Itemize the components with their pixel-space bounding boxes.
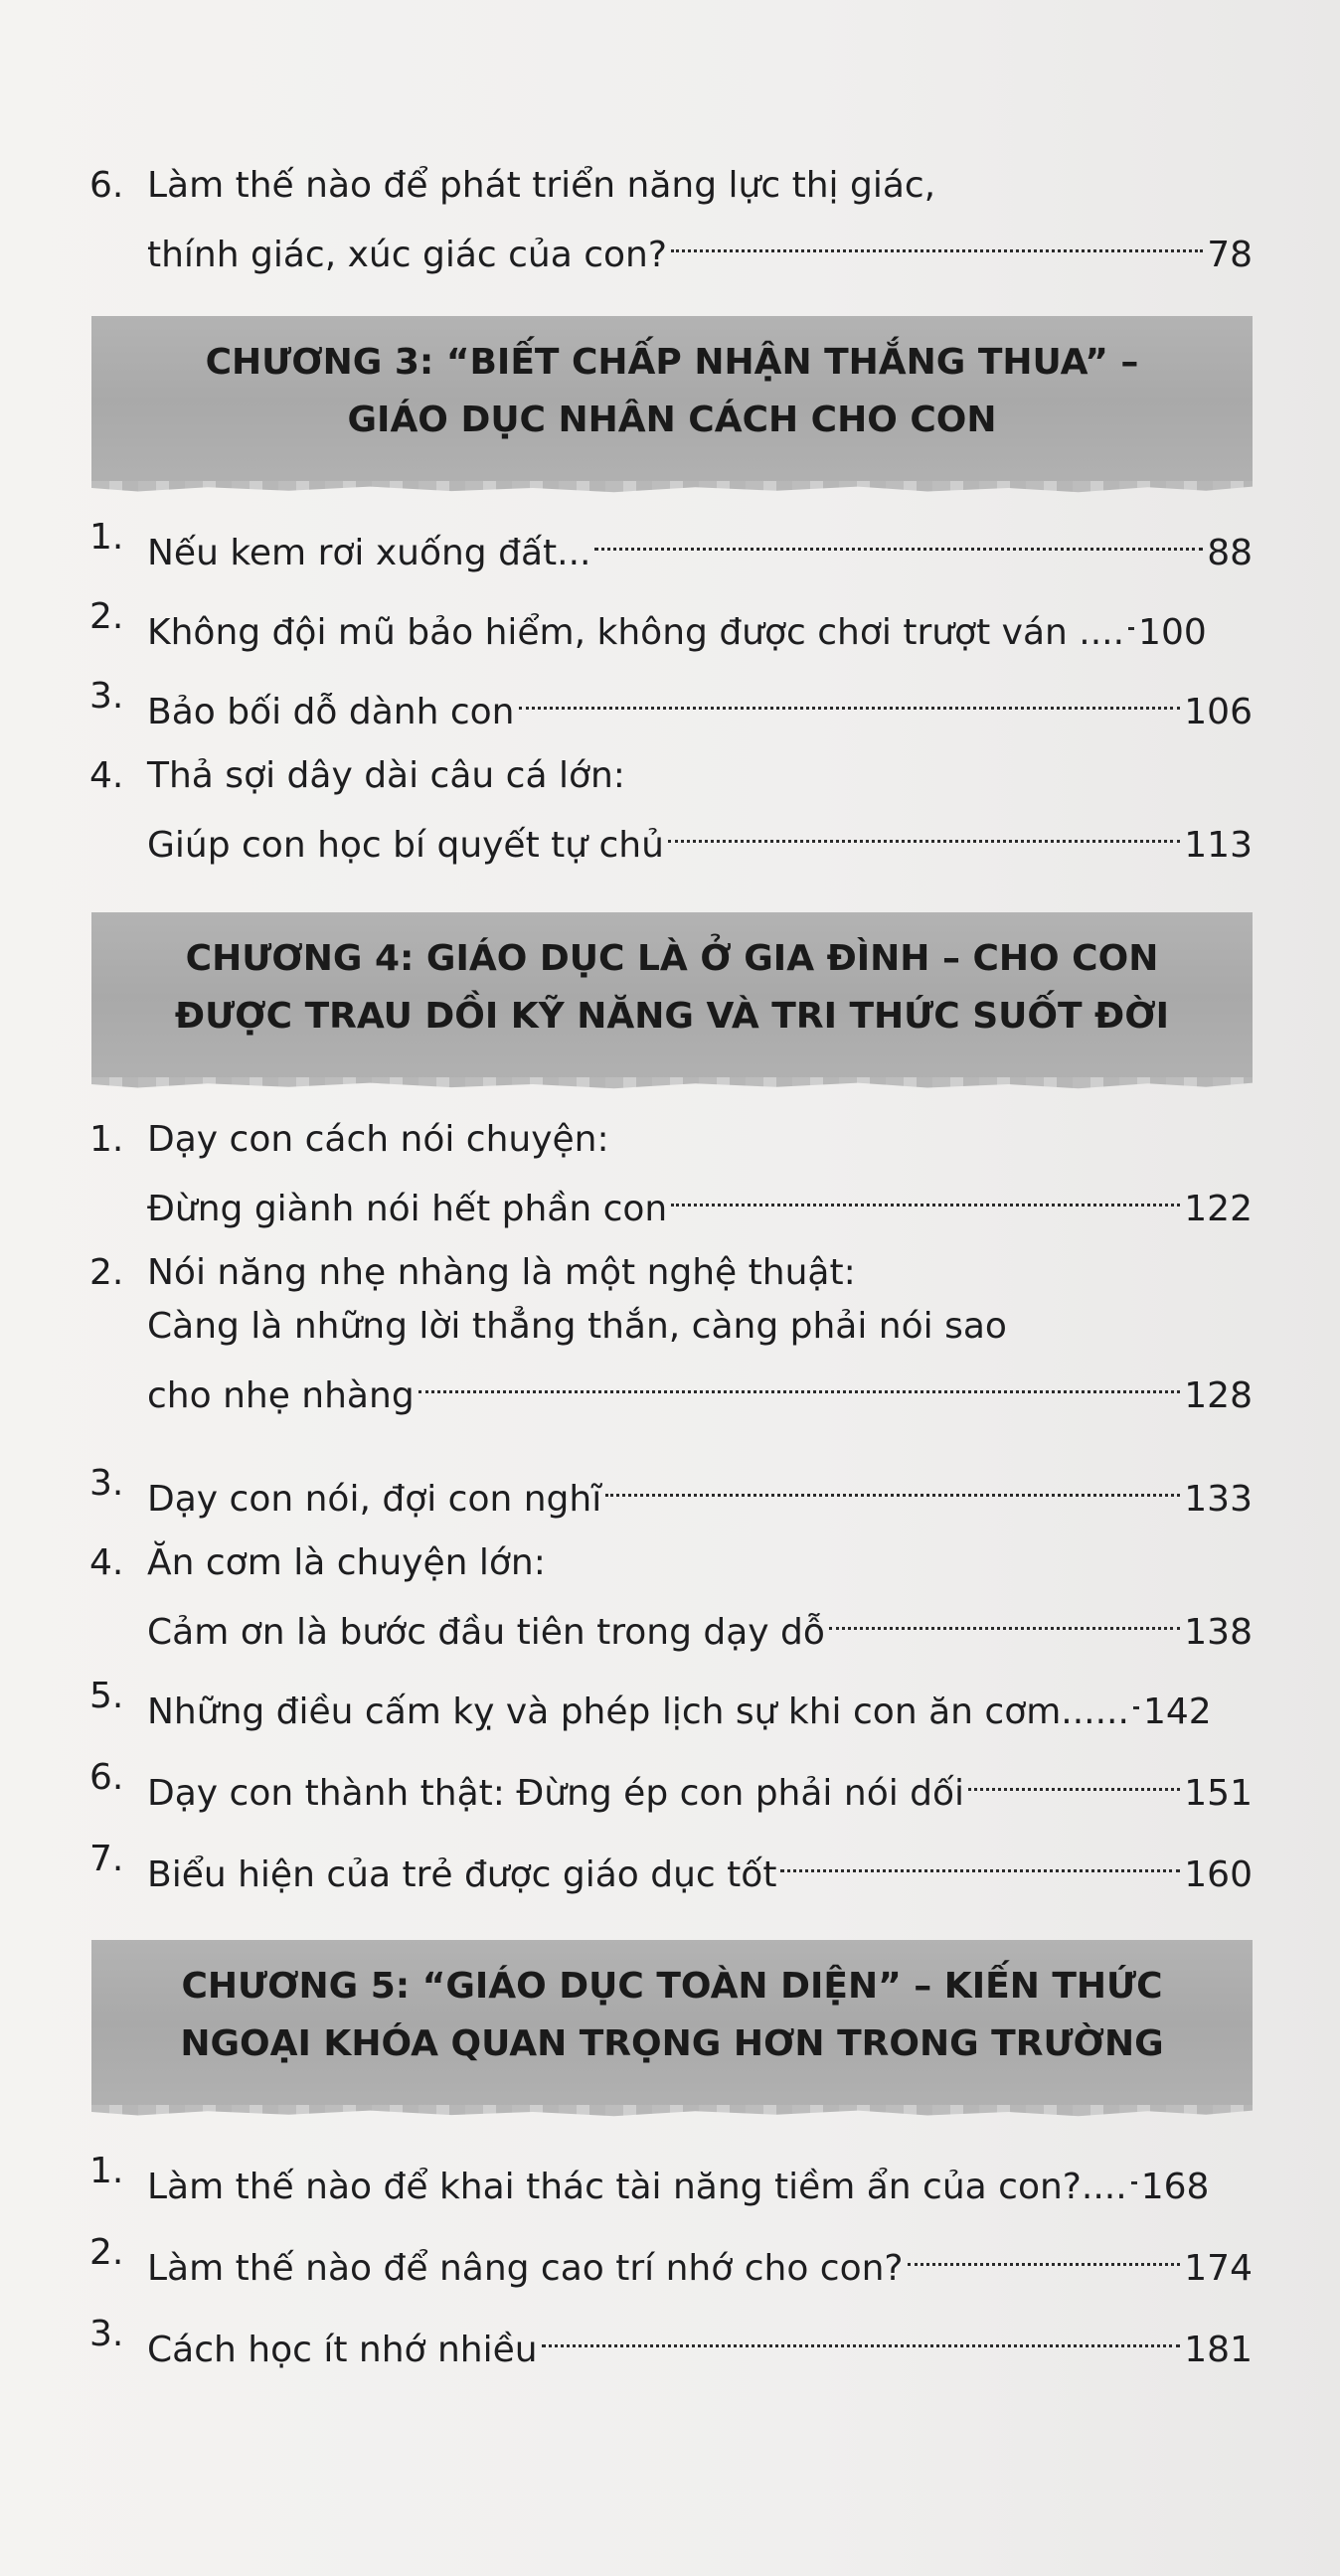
toc-entry xyxy=(89,2226,1253,2296)
dot-leader xyxy=(780,1833,1180,1886)
toc-entry-text: Làm thế nào để nâng cao trí nhớ cho con? xyxy=(147,2248,904,2289)
chapter-heading xyxy=(91,1940,1253,2109)
toc-entry-page: 181 xyxy=(1184,2330,1253,2370)
toc-entry-number: 3. xyxy=(89,676,124,717)
toc-entry-page: 113 xyxy=(1184,825,1253,866)
toc-entry-page: 78 xyxy=(1207,235,1253,275)
toc-entry-page: 133 xyxy=(1184,1479,1253,1520)
toc-entry-text: Dạy con thành thật: Đừng ép con phải nói dối xyxy=(147,1773,965,1814)
toc-entry-text: Cảm ơn là bước đầu tiên trong dạy dỗ xyxy=(147,1612,825,1653)
toc-entry-number: 1. xyxy=(89,517,124,558)
toc-entry-text: Càng là những lời thẳng thắn, càng phải nói sao xyxy=(147,1306,1007,1347)
toc-entry xyxy=(89,2308,1253,2377)
toc-entry xyxy=(89,1833,1253,1902)
toc-entry-page: 138 xyxy=(1184,1612,1253,1653)
toc-entry-number: 4. xyxy=(89,1542,124,1583)
toc-entry-page: 168 xyxy=(1140,2167,1210,2207)
toc-entry-number: 7. xyxy=(89,1839,124,1879)
toc-entry-text: Đừng giành nói hết phần con xyxy=(147,1189,668,1229)
toc-entry-page: 160 xyxy=(1184,1854,1253,1895)
toc-entry-page: 142 xyxy=(1142,1691,1212,1732)
toc-entry-text: Nếu kem rơi xuống đất... xyxy=(147,533,591,573)
dot-leader xyxy=(968,1751,1180,1805)
toc-entry-page: 151 xyxy=(1184,1773,1253,1814)
toc-entry-number: 3. xyxy=(89,1463,124,1504)
chapter-title-line: NGOẠI KHÓA QUAN TRỌNG HƠN TRONG TRƯỜNG xyxy=(180,2023,1164,2064)
dot-leader xyxy=(542,2308,1181,2361)
toc-entry-text: Bảo bối dỗ dành con xyxy=(147,692,515,732)
toc-entry-number: 4. xyxy=(89,755,124,796)
toc-entry-number: 6. xyxy=(89,165,124,206)
dot-leader xyxy=(671,1167,1180,1220)
dot-leader xyxy=(594,511,1203,564)
toc-entry xyxy=(89,749,1253,873)
chapter-title-line: CHƯƠNG 4: GIÁO DỤC LÀ Ở GIA ĐÌNH – CHO CON xyxy=(185,938,1159,979)
dot-leader xyxy=(1133,1670,1139,1723)
dot-leader xyxy=(519,670,1181,724)
toc-entry-text: cho nhẹ nhàng xyxy=(147,1375,415,1416)
toc-entry xyxy=(89,1670,1253,1739)
toc-entry xyxy=(89,1113,1253,1236)
toc-entry xyxy=(89,1457,1253,1527)
toc-entry-text: Dạy con nói, đợi con nghĩ xyxy=(147,1479,602,1520)
toc-entry-number: 2. xyxy=(89,2232,124,2273)
toc-entry-text: Ăn cơm là chuyện lớn: xyxy=(147,1542,546,1583)
toc-entry xyxy=(89,1536,1253,1660)
toc-entry-number: 1. xyxy=(89,1119,124,1160)
chapter-heading xyxy=(91,912,1253,1081)
toc-entry-text: Dạy con cách nói chuyện: xyxy=(147,1119,609,1160)
chapter-title-line: CHƯƠNG 3: “BIẾT CHẤP NHẬN THẮNG THUA” – xyxy=(205,342,1139,383)
toc-entry-text: Những điều cấm kỵ và phép lịch sự khi con ăn cơm...... xyxy=(147,1691,1129,1732)
toc-entry-text: Giúp con học bí quyết tự chủ xyxy=(147,825,664,866)
toc-entry-text: Nói năng nhẹ nhàng là một nghệ thuật: xyxy=(147,1252,856,1293)
toc-entry-text: Làm thế nào để khai thác tài năng tiềm ẩn của con?.... xyxy=(147,2167,1127,2207)
chapter-title-line: GIÁO DỤC NHÂN CÁCH CHO CON xyxy=(347,400,997,440)
toc-entry-number: 6. xyxy=(89,1757,124,1798)
dot-leader xyxy=(419,1354,1181,1407)
toc-entry xyxy=(89,670,1253,739)
toc-entry-text: Cách học ít nhớ nhiều xyxy=(147,2330,538,2370)
toc-entry-number: 2. xyxy=(89,1252,124,1293)
dot-leader xyxy=(671,213,1203,266)
toc-entry xyxy=(89,2145,1253,2214)
toc-entry-text: Làm thế nào để phát triển năng lực thị giác, xyxy=(147,165,936,206)
toc-entry-page: 100 xyxy=(1138,612,1207,653)
dot-leader xyxy=(908,2226,1181,2280)
dot-leader xyxy=(1131,2145,1137,2198)
toc-entry-page: 122 xyxy=(1184,1189,1253,1229)
chapter-title-line: ĐƯỢC TRAU DỒI KỸ NĂNG VÀ TRI THỨC SUỐT ĐỜI xyxy=(174,996,1170,1037)
toc-entry xyxy=(89,1751,1253,1821)
toc-entry-page: 128 xyxy=(1184,1375,1253,1416)
toc-entry xyxy=(89,590,1253,660)
toc-entry xyxy=(89,159,1253,282)
toc-entry-page: 174 xyxy=(1184,2248,1253,2289)
toc-entry-text: Biểu hiện của trẻ được giáo dục tốt xyxy=(147,1854,777,1895)
toc-entry-page: 88 xyxy=(1207,533,1253,573)
toc-entry-page: 106 xyxy=(1184,692,1253,732)
dot-leader xyxy=(829,1590,1180,1644)
toc-entry-text: Không đội mũ bảo hiểm, không được chơi trượt ván .... xyxy=(147,612,1125,653)
dot-leader xyxy=(605,1457,1180,1511)
dot-leader xyxy=(668,803,1180,857)
chapter-title-line: CHƯƠNG 5: “GIÁO DỤC TOÀN DIỆN” – KIẾN THỨC xyxy=(181,1966,1163,2007)
toc-entry-number: 2. xyxy=(89,596,124,637)
dot-leader xyxy=(1128,590,1134,644)
toc-entry-number: 5. xyxy=(89,1676,124,1716)
toc-entry-text: thính giác, xúc giác của con? xyxy=(147,235,667,275)
toc-entry xyxy=(89,1246,1253,1423)
toc-entry-text: Thả sợi dây dài câu cá lớn: xyxy=(147,755,625,796)
toc-entry-number: 3. xyxy=(89,2314,124,2354)
chapter-heading xyxy=(91,316,1253,485)
toc-entry-number: 1. xyxy=(89,2151,124,2191)
toc-entry xyxy=(89,511,1253,580)
